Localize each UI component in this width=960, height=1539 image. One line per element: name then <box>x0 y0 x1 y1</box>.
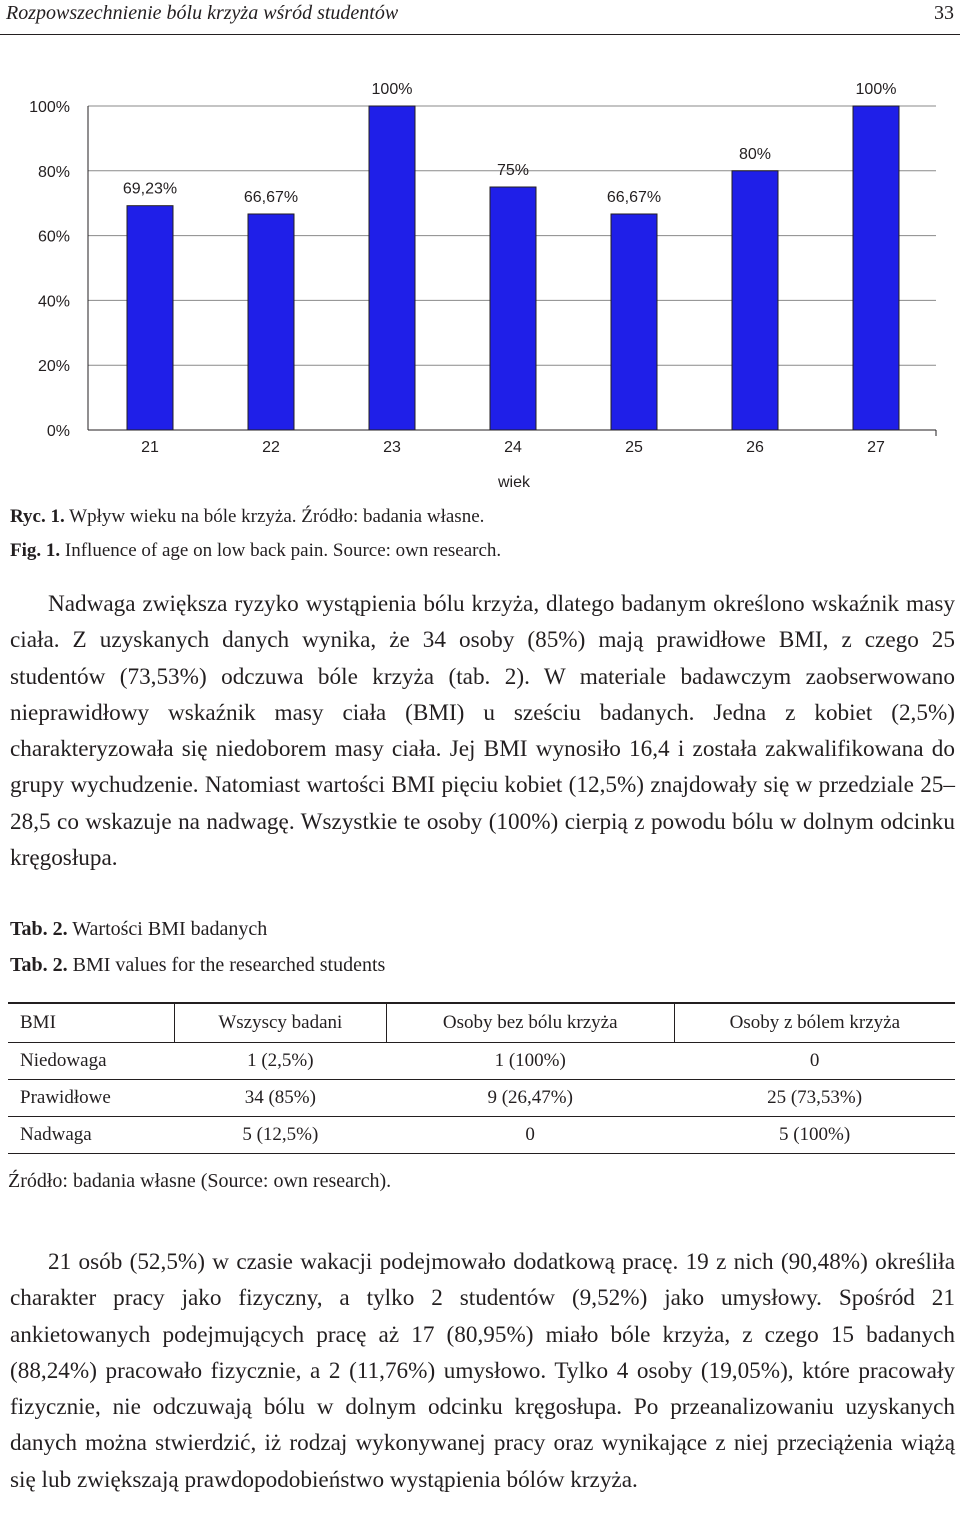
x-tick-label: 24 <box>504 439 522 456</box>
figure-label-en: Fig. 1. <box>10 540 61 561</box>
bar-value-label: 75% <box>496 162 530 179</box>
header-cell-pain: Osoby z bólem krzyża <box>674 1003 955 1043</box>
x-tick-label: 26 <box>746 439 764 456</box>
bar-value-label: 66,67% <box>606 188 662 206</box>
table-cell: 5 (12,5%) <box>174 1117 386 1154</box>
table-caption-pl <box>10 918 267 941</box>
table-label-pl: Tab. 2. <box>10 918 68 940</box>
figure-label-pl: Ryc. 1. <box>10 506 65 527</box>
table-row <box>8 1043 955 1080</box>
running-header <box>0 0 960 35</box>
paragraph-work: 21 osób (52,5%) w czasie wakacji podejmowało dodatkową pracę. 19 z nich (90,48%) określiła charakter pracy jako fizyczny, a tylko 2 studentów (9,52%) jako umysłowy. Spośród 21 ankietowanych podejmujących pracę aż 17 (80,95%) miało bóle krzyża, z czego 15 badanych (88,24%) pracowało fizycznie, a 2 (11,76%) umysłowo. Tylko 4 osoby (19,05%), które pracowały fizycznie, nie odczuwają bólu w dolnym odcinku kręgosłupa. Po przeanalizowaniu uzyskanych danych można stwierdzić, iż rodzaj wykonywanej pracy oraz wynikające z niej przeciążenia wiążą się lub zwiększają prawdopodobieństwo wystąpienia bólów krzyża. <box>10 1249 955 1493</box>
table-label-en: Tab. 2. <box>10 954 68 976</box>
bmi-table <box>8 1002 955 1154</box>
bar <box>853 106 899 430</box>
table-text-pl: Wartości BMI badanych <box>67 918 268 940</box>
bar-value-label: 69,23% <box>122 180 178 198</box>
age-bar-chart <box>0 60 960 510</box>
bar <box>611 214 657 430</box>
bar <box>248 214 294 430</box>
table-cell: Niedowaga <box>8 1043 174 1080</box>
x-tick-label: 21 <box>141 439 159 456</box>
y-tick-label: 100% <box>29 99 70 116</box>
x-tick-label: 23 <box>383 439 401 456</box>
x-tick-label: 25 <box>625 439 643 456</box>
y-tick-label: 60% <box>37 228 70 246</box>
y-tick-label: 20% <box>37 358 70 376</box>
y-tick-label: 80% <box>37 163 70 181</box>
table-cell: 25 (73,53%) <box>674 1080 955 1117</box>
table-header-row <box>8 1003 955 1043</box>
page-number: 33 <box>934 2 954 24</box>
table-cell: 9 (26,47%) <box>386 1080 674 1117</box>
table-cell: 0 <box>674 1043 955 1080</box>
figure-caption-en <box>10 540 501 562</box>
table-cell: 1 (2,5%) <box>174 1043 386 1080</box>
table-cell: 0 <box>386 1117 674 1154</box>
header-cell-no-pain: Osoby bez bólu krzyża <box>386 1003 674 1043</box>
table-cell: Nadwaga <box>8 1117 174 1154</box>
paragraph-bmi: Nadwaga zwiększa ryzyko wystąpienia bólu krzyża, dlatego badanym określono wskaźnik masy ciała. Z uzyskanych danych wynika, że 34 osoby (85%) mają prawidłowe BMI, z czego 25 studentów (73,53%) odczuwa bóle krzyża (tab. 2). W materiale badawczym zaobserwowano nieprawidłowy wskaźnik masy ciała (BMI) u sześciu badanych. Jedna z kobiet (2,5%) charakteryzowała się niedoborem masy ciała. Jej BMI wynosiło 16,4 i została zakwalifikowana do grupy wychudzenie. Natomiast wartości BMI pięciu kobiet (12,5%) znajdowały się w przedziale 25–28,5 co wskazuje na nadwagę. Wszystkie te osoby (100%) cierpią z powodu bólu w dolnym odcinku kręgosłupa. <box>10 591 955 872</box>
bar <box>369 106 415 430</box>
bar-value-label: 100% <box>371 81 413 98</box>
figure-caption-pl <box>10 506 484 528</box>
x-tick-label: 22 <box>262 439 280 456</box>
table-row <box>8 1080 955 1117</box>
header-cell-all: Wszyscy badani <box>174 1003 386 1043</box>
bar-value-label: 66,67% <box>243 188 299 206</box>
figure-text-en: Influence of age on low back pain. Source: own research. <box>60 540 502 561</box>
y-tick-label: 0% <box>46 423 70 440</box>
table-row <box>8 1117 955 1154</box>
bar-value-label: 100% <box>855 81 897 98</box>
header-cell-bmi: BMI <box>8 1003 174 1043</box>
x-tick-label: 27 <box>867 439 885 456</box>
bar-value-label: 80% <box>738 145 772 163</box>
bar <box>127 206 173 430</box>
table-source-note: Źródło: badania własne (Source: own research). <box>8 1170 392 1192</box>
table-cell: Prawidłowe <box>8 1080 174 1117</box>
figure-text-pl: Wpływ wieku na bóle krzyża. Źródło: badania własne. <box>64 506 485 527</box>
bar <box>732 171 778 430</box>
x-axis-label: wiek <box>497 474 531 491</box>
table-caption-en <box>10 954 385 977</box>
bar <box>490 187 536 430</box>
table-cell: 34 (85%) <box>174 1080 386 1117</box>
table-cell: 1 (100%) <box>386 1043 674 1080</box>
y-tick-label: 40% <box>37 293 70 311</box>
table-text-en: BMI values for the researched students <box>67 954 386 976</box>
running-title: Rozpowszechnienie bólu krzyża wśród studentów <box>6 2 399 24</box>
table-cell: 5 (100%) <box>674 1117 955 1154</box>
